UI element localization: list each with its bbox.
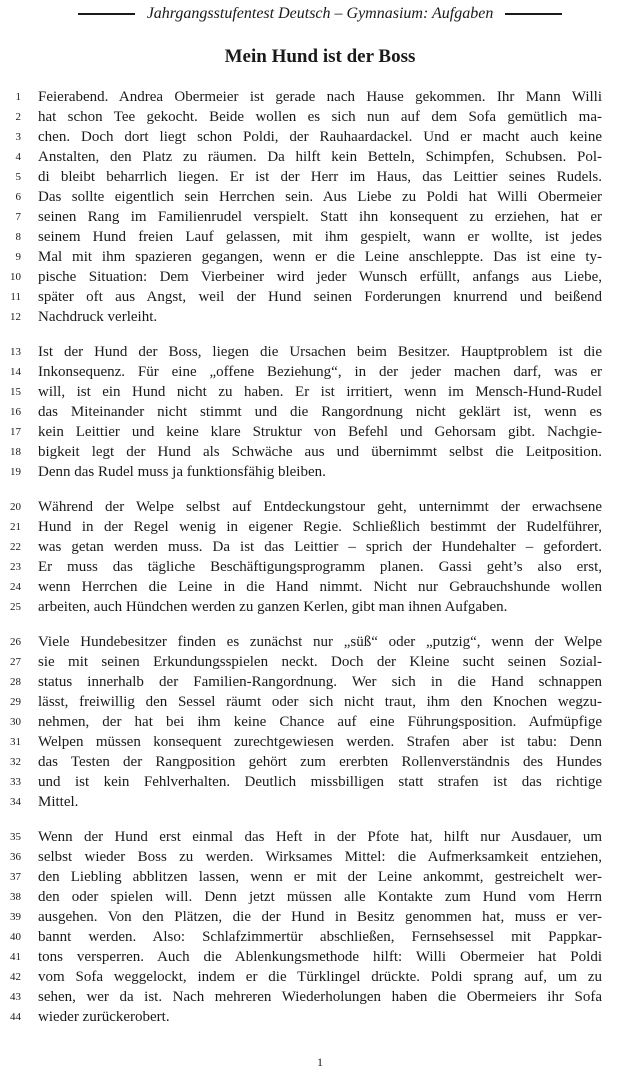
line-text: wenn Herrchen die Leine in die Hand nimmt. Nicht nur Gebrauchshunde wollen — [38, 579, 602, 595]
line-number: 12 — [10, 311, 21, 323]
text-line — [0, 167, 640, 187]
line-number: 34 — [10, 796, 21, 808]
line-text: Wenn der Hund erst einmal das Heft in der Pfote hat, hilft nur Ausdauer, um — [38, 829, 602, 845]
text-line — [0, 187, 640, 207]
line-number: 26 — [10, 636, 21, 648]
line-text: Das sollte eigentlich sein Herrchen sein. Aus Liebe zu Poldi hat Willi Obermeier — [38, 189, 602, 205]
line-text: lässt, freiwillig den Sessel räumt oder sich nicht traut, ihm den Knochen wegzu- — [38, 694, 602, 710]
text-line — [0, 342, 640, 362]
line-text: Mal mit ihm spazieren gegangen, wenn er die Leine anschleppte. Das ist eine ty- — [38, 249, 602, 265]
line-number: 19 — [10, 466, 21, 478]
text-line — [0, 107, 640, 127]
line-text: Viele Hundebesitzer finden es zunächst nur „süß“ oder „putzig“, wenn der Welpe — [38, 634, 602, 650]
text-line — [0, 672, 640, 692]
line-number: 14 — [10, 366, 21, 378]
line-number: 41 — [10, 951, 21, 963]
text-line — [0, 692, 640, 712]
text-line — [0, 462, 640, 482]
text-line — [0, 402, 640, 422]
line-text: tons versperren. Auch die Ablenkungsmethode hilft: Willi Obermeier hat Poldi — [38, 949, 602, 965]
text-line — [0, 577, 640, 597]
line-text: den Liebling abblitzen lassen, wenn er mit der Leine ankommt, gestreichelt wer- — [38, 869, 602, 885]
line-text: arbeiten, auch Hündchen werden zu ganzen Kerlen, gibt man ihnen Aufgaben. — [38, 599, 508, 615]
text-line — [0, 967, 640, 987]
text-line — [0, 227, 640, 247]
line-number: 9 — [15, 251, 21, 263]
line-number: 5 — [15, 171, 21, 183]
text-line — [0, 867, 640, 887]
text-line — [0, 712, 640, 732]
text-line — [0, 632, 640, 652]
line-text: bannt werden. Also: Schlafzimmertür abschließen, Fernsehsessel mit Pappkar- — [38, 929, 602, 945]
line-number: 1 — [15, 91, 21, 103]
line-text: was getan werden muss. Da ist das Leittier – sprich der Hundehalter – gefordert. — [38, 539, 602, 555]
line-number: 8 — [15, 231, 21, 243]
line-text: Nachdruck verleiht. — [38, 309, 158, 325]
text-line — [0, 847, 640, 867]
text-line — [0, 987, 640, 1007]
line-text: den oder spielen will. Denn jetzt müssen alle Kontakte zum Hund vom Herrn — [38, 889, 602, 905]
paragraph — [0, 632, 640, 812]
text-line — [0, 247, 640, 267]
line-number: 20 — [10, 501, 21, 513]
text-line — [0, 287, 640, 307]
line-number: 21 — [10, 521, 21, 533]
line-text: das Testen der Rangposition gehört zum ererbten Rollenverständnis des Hundes — [38, 754, 602, 770]
line-text: Feierabend. Andrea Obermeier ist gerade nach Hause gekommen. Ihr Mann Willi — [38, 89, 602, 105]
line-number: 16 — [10, 406, 21, 418]
line-number: 37 — [10, 871, 21, 883]
text-line — [0, 422, 640, 442]
text-line — [0, 827, 640, 847]
line-text: nehmen, der hat bei ihm keine Chance auf eine Führungsposition. Aufmüpfige — [38, 714, 602, 730]
text-line — [0, 147, 640, 167]
line-number: 32 — [10, 756, 21, 768]
text-line — [0, 442, 640, 462]
line-number: 36 — [10, 851, 21, 863]
line-text: Er muss das tägliche Beschäftigungsprogramm planen. Gassi geht’s also erst, — [38, 559, 602, 575]
line-text: Hund in der Regel wenig in eigener Regie. Schließlich bestimmt der Rudelführer, — [38, 519, 602, 535]
text-line — [0, 362, 640, 382]
line-number: 30 — [10, 716, 21, 728]
line-text: pische Situation: Dem Vierbeiner wird jeder Wunsch erfüllt, anfangs aus Liebe, — [38, 269, 602, 285]
line-text: später oft aus Angst, weil der Hund seinen Forderungen knurrend und beißend — [38, 289, 602, 305]
line-text: di bleibt beharrlich liegen. Er ist der Herr im Haus, das Leittier seines Rudels. — [38, 169, 602, 185]
line-text: status innerhalb der Familien-Rangordnung. Wer sich in die Hand schnappen — [38, 674, 602, 690]
line-text: Welpen müssen konsequent zurechtgewiesen werden. Strafen aber ist tabu: Denn — [38, 734, 602, 750]
header-rule-right — [505, 13, 562, 15]
text-line — [0, 517, 640, 537]
line-text: chen. Doch dort liegt schon Poldi, der Rauhaardackel. Und er macht auch keine — [38, 129, 602, 145]
text-line — [0, 207, 640, 227]
line-number: 42 — [10, 971, 21, 983]
line-text: und ist kein Fehlverhalten. Deutlich missbilligen statt strafen ist das richtige — [38, 774, 602, 790]
line-text: Mittel. — [38, 794, 79, 810]
line-number: 18 — [10, 446, 21, 458]
text-line — [0, 752, 640, 772]
text-line — [0, 537, 640, 557]
line-number: 13 — [10, 346, 21, 358]
line-number: 22 — [10, 541, 21, 553]
document-title: Mein Hund ist der Boss — [224, 46, 416, 67]
line-text: seinem Hund freien Lauf gelassen, mit ihm gespielt, wann er wollte, ist jedes — [38, 229, 602, 245]
line-number: 44 — [10, 1011, 21, 1023]
line-text: kein Leittier und keine klare Struktur von Befehl und Gehorsam gibt. Nachgie- — [38, 424, 602, 440]
line-text: sie mit seinen Erkundungsspielen neckt. Doch der Kleine sucht seinen Sozial- — [38, 654, 602, 670]
text-line — [0, 382, 640, 402]
text-line — [0, 267, 640, 287]
text-line — [0, 597, 640, 617]
line-text: hat schon Tee gekocht. Beide wollen es sich nun auf dem Sofa gemütlich ma- — [38, 109, 602, 125]
line-number: 39 — [10, 911, 21, 923]
line-number: 10 — [10, 271, 21, 283]
paragraph — [0, 497, 640, 617]
line-number: 2 — [15, 111, 21, 123]
line-text: bigkeit legt der Hund als Schwäche aus und übernimmt selbst die Leitposition. — [38, 444, 602, 460]
reading-text — [0, 87, 640, 1042]
line-number: 25 — [10, 601, 21, 613]
line-text: Anstalten, den Platz zu räumen. Da hilft kein Betteln, Schimpfen, Schubsen. Pol- — [38, 149, 602, 165]
line-number: 40 — [10, 931, 21, 943]
line-number: 17 — [10, 426, 21, 438]
running-header — [0, 5, 640, 23]
paragraph — [0, 827, 640, 1027]
line-number: 29 — [10, 696, 21, 708]
line-text: Während der Welpe selbst auf Entdeckungstour geht, unternimmt der erwachsene — [38, 499, 602, 515]
header-rule-left — [78, 13, 135, 15]
line-number: 35 — [10, 831, 21, 843]
text-line — [0, 772, 640, 792]
running-header-title: Jahrgangsstufentest Deutsch – Gymnasium: Aufgaben — [146, 5, 494, 22]
line-number: 24 — [10, 581, 21, 593]
line-text: das Miteinander nicht stimmt und die Rangordnung nicht geklärt ist, wenn es — [38, 404, 602, 420]
line-text: selbst wieder Boss zu werden. Wirksames Mittel: die Aufmerksamkeit entziehen, — [38, 849, 602, 865]
line-number: 31 — [10, 736, 21, 748]
text-line — [0, 947, 640, 967]
line-text: Denn das Rudel muss ja funktionsfähig bleiben. — [38, 464, 326, 480]
text-line — [0, 307, 640, 327]
line-number: 7 — [15, 211, 21, 223]
line-number: 15 — [10, 386, 21, 398]
line-number: 27 — [10, 656, 21, 668]
text-line — [0, 1007, 640, 1027]
line-text: sehen, wer da ist. Nach mehreren Wiederholungen haben die Obermeiers ihr Sofa — [38, 989, 602, 1005]
text-line — [0, 792, 640, 812]
line-number: 11 — [10, 291, 21, 303]
text-line — [0, 927, 640, 947]
paragraph — [0, 342, 640, 482]
line-number: 23 — [10, 561, 21, 573]
text-line — [0, 907, 640, 927]
paragraph — [0, 87, 640, 327]
page-number: 1 — [317, 1055, 323, 1069]
line-text: Inkonsequenz. Für eine „offene Beziehung“, in der jeder machen darf, was er — [38, 364, 602, 380]
text-line — [0, 652, 640, 672]
line-number: 28 — [10, 676, 21, 688]
text-line — [0, 887, 640, 907]
text-line — [0, 87, 640, 107]
line-text: wieder zurückerobert. — [38, 1009, 170, 1025]
line-number: 3 — [15, 131, 21, 143]
line-text: ausgehen. Von den Plätzen, die der Hund in Besitz genommen hat, muss er ver- — [38, 909, 602, 925]
line-number: 38 — [10, 891, 21, 903]
line-text: will, ist ein Hund nicht zu haben. Er ist irritiert, wenn im Mensch-Hund-Rudel — [38, 384, 602, 400]
text-line — [0, 557, 640, 577]
line-number: 43 — [10, 991, 21, 1003]
line-number: 33 — [10, 776, 21, 788]
text-line — [0, 497, 640, 517]
line-number: 6 — [15, 191, 21, 203]
line-text: vom Sofa weggelockt, indem er die Türklingel drückte. Poldi sprang auf, um zu — [38, 969, 602, 985]
line-number: 4 — [15, 151, 21, 163]
text-line — [0, 127, 640, 147]
line-text: seinen Rang im Familienrudel verspielt. Statt ihn konsequent zu erziehen, hat er — [38, 209, 602, 225]
text-line — [0, 732, 640, 752]
line-text: Ist der Hund der Boss, liegen die Ursachen beim Besitzer. Hauptproblem ist die — [38, 344, 602, 360]
